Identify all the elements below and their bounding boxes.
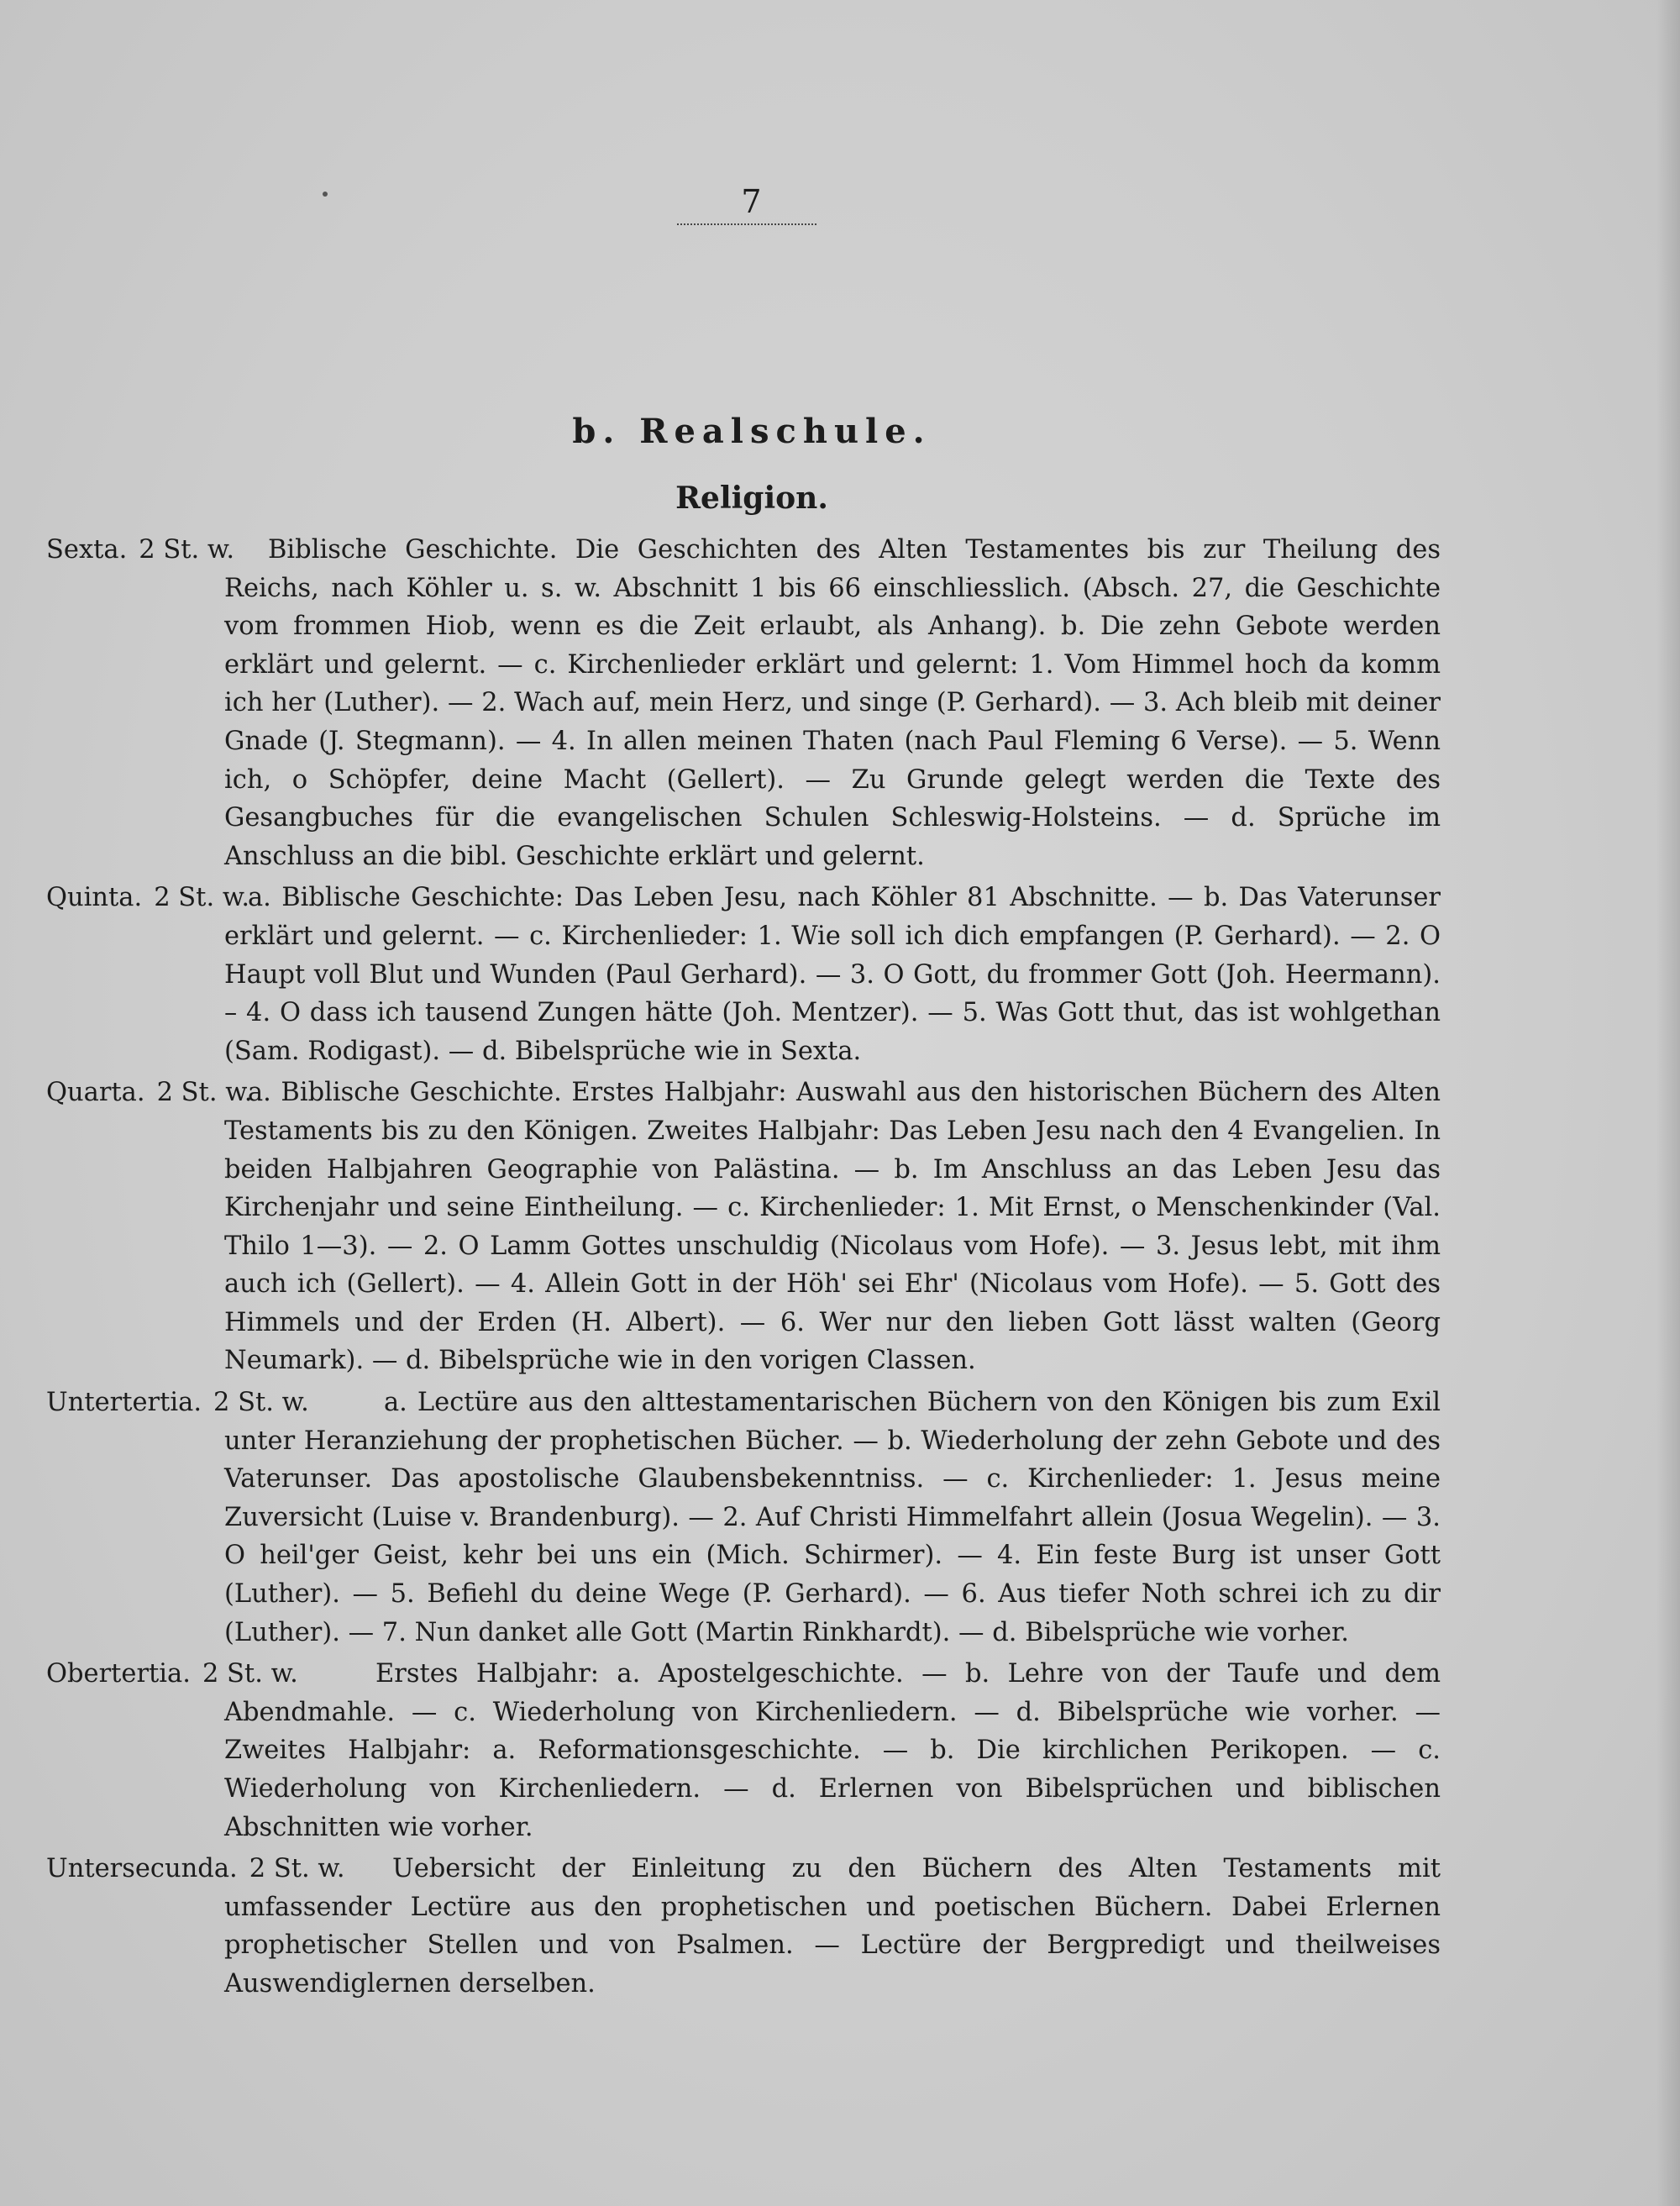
- entry-text: a. Biblische Geschichte: Das Leben Jesu, nach Köhler 81 Abschnitte. — b. Das Vaterunser erklärt und gelernt. — c. Kirchenlieder: 1. Wie soll ich dich empfangen (P. Gerhard). — 2. O Haupt voll Blut und Wunden (Paul Gerhard). — 3. O Gott, du frommer Gott (Joh. Heermann). – 4. O dass ich tausend Zungen hätte (Joh. Mentzer). — 5. Was Gott thut, das ist wohlgethan (Sam. Rodigast). — d. Bibelsprüche wie in Sexta.: [224, 883, 1441, 1066]
- section-title: b. Realschule.: [572, 412, 932, 451]
- class-label: [46, 1384, 309, 1422]
- class-label: [46, 879, 249, 917]
- hours-per-week: 2 St. w.: [249, 1854, 345, 1884]
- class-name: Quarta.: [46, 1078, 145, 1108]
- page-edge-shadow: [1656, 0, 1680, 2206]
- class-label: [46, 1074, 252, 1112]
- hours-per-week: 2 St. w.: [139, 535, 235, 565]
- curriculum-entry-sexta: [46, 531, 1441, 875]
- class-name: Obertertia.: [46, 1659, 191, 1689]
- curriculum-entry-untertertia: [46, 1384, 1441, 1652]
- entry-text: Biblische Geschichte. Die Geschichten des Alten Testamentes bis zur Theilung des Reichs, nach Köhler u. s. w. Abschnitt 1 bis 66 einschliesslich. (Absch. 27, die Geschichte vom frommen Hiob, wenn es die Zeit erlaubt, als Anhang). b. Die zehn Gebote werden erklärt und gelernt. — c. Kirchenlieder erklärt und gelernt: 1. Vom Himmel hoch da komm ich her (Luther). — 2. Wach auf, mein Herz, und singe (P. Gerhard). — 3. Ach bleib mit deiner Gnade (J. Stegmann). — 4. In allen meinen Thaten (nach Paul Fleming 6 Verse). — 5. Wenn ich, o Schöpfer, deine Macht (Gellert). — Zu Grunde gelegt werden die Texte des Gesangbuches für die evangelischen Schulen Schleswig-Holsteins. — d. Sprüche im Anschluss an die bibl. Geschichte erklärt und gelernt.: [224, 535, 1441, 871]
- hours-per-week: 2 St. w.: [202, 1659, 298, 1689]
- page-number: 7: [741, 183, 763, 220]
- curriculum-entry-quinta: [46, 879, 1441, 1070]
- hours-per-week: 2 St. w.: [213, 1388, 309, 1418]
- entry-text: a. Lectüre aus den alttestamentarischen Büchern von den Königen bis zum Exil unter Heranziehung der prophetischen Bücher. — b. Wiederholung der zehn Gebote und des Vaterunser. Das apostolische Glaubensbekenntniss. — c. Kirchenlieder: 1. Jesus meine Zuversicht (Luise v. Brandenburg). — 2. Auf Christi Himmelfahrt allein (Josua Wegelin). — 3. O heil'ger Geist, kehr bei uns ein (Mich. Schirmer). — 4. Ein feste Burg ist unser Gott (Luther). — 5. Befiehl du deine Wege (P. Gerhard). — 6. Aus tiefer Noth schrei ich zu dir (Luther). — 7. Nun danket alle Gott (Martin Rinkhardt). — d. Bibelsprüche wie vorher.: [224, 1388, 1441, 1647]
- class-name: Quinta.: [46, 883, 143, 913]
- curriculum-entry-quarta: [46, 1074, 1441, 1380]
- entry-text: Erstes Halbjahr: a. Apostelgeschichte. — b. Lehre von der Taufe und dem Abendmahle. — c. Wiederholung von Kirchenliedern. — d. Bibelsprüche wie vorher. — Zweites Halbjahr: a. Reformationsgeschichte. — b. Die kirchlichen Perikopen. — c. Wiederholung von Kirchenliedern. — d. Erlernen von Bibelsprüchen und biblischen Abschnitten wie vorher.: [224, 1659, 1441, 1842]
- entry-text: a. Biblische Geschichte. Erstes Halbjahr: Auswahl aus den historischen Büchern des Alten Testaments bis zu den Königen. Zweites Halbjahr: Das Leben Jesu nach den 4 Evangelien. In beiden Halbjahren Geographie von Palästina. — b. Im Anschluss an das Leben Jesu das Kirchenjahr und seine Eintheilung. — c. Kirchenlieder: 1. Mit Ernst, o Menschenkinder (Val. Thilo 1—3). — 2. O Lamm Gottes unschuldig (Nicolaus vom Hofe). — 3. Jesus lebt, mit ihm auch ich (Gellert). — 4. Allein Gott in der Höh' sei Ehr' (Nicolaus vom Hofe). — 5. Gott des Himmels und der Erden (H. Albert). — 6. Wer nur den lieben Gott lässt walten (Georg Neumark). — d. Bibelsprüche wie in den vorigen Classen.: [224, 1078, 1441, 1376]
- class-name: Untertertia.: [46, 1388, 202, 1418]
- class-label: [46, 1850, 345, 1888]
- class-name: Sexta.: [46, 535, 128, 565]
- page-number-ornament: [677, 223, 816, 228]
- entry-text: Uebersicht der Einleitung zu den Büchern des Alten Testaments mit umfassender Lectüre aus den prophetischen und poetischen Büchern. Dabei Erlernen prophetischer Stellen und von Psalmen. — Lectüre der Bergpredigt und theilweises Auswendiglernen derselben.: [224, 1854, 1441, 1999]
- hours-per-week: 2 St. w.: [156, 1078, 253, 1108]
- curriculum-entry-untersecunda: [46, 1850, 1441, 2003]
- class-label: [46, 531, 234, 570]
- curriculum-list: [46, 531, 1441, 2007]
- hours-per-week: 2 St. w.: [154, 883, 250, 913]
- class-label: [46, 1655, 298, 1694]
- subject-title: Religion.: [675, 481, 828, 516]
- class-name: Untersecunda.: [46, 1854, 238, 1884]
- curriculum-entry-obertertia: [46, 1655, 1441, 1846]
